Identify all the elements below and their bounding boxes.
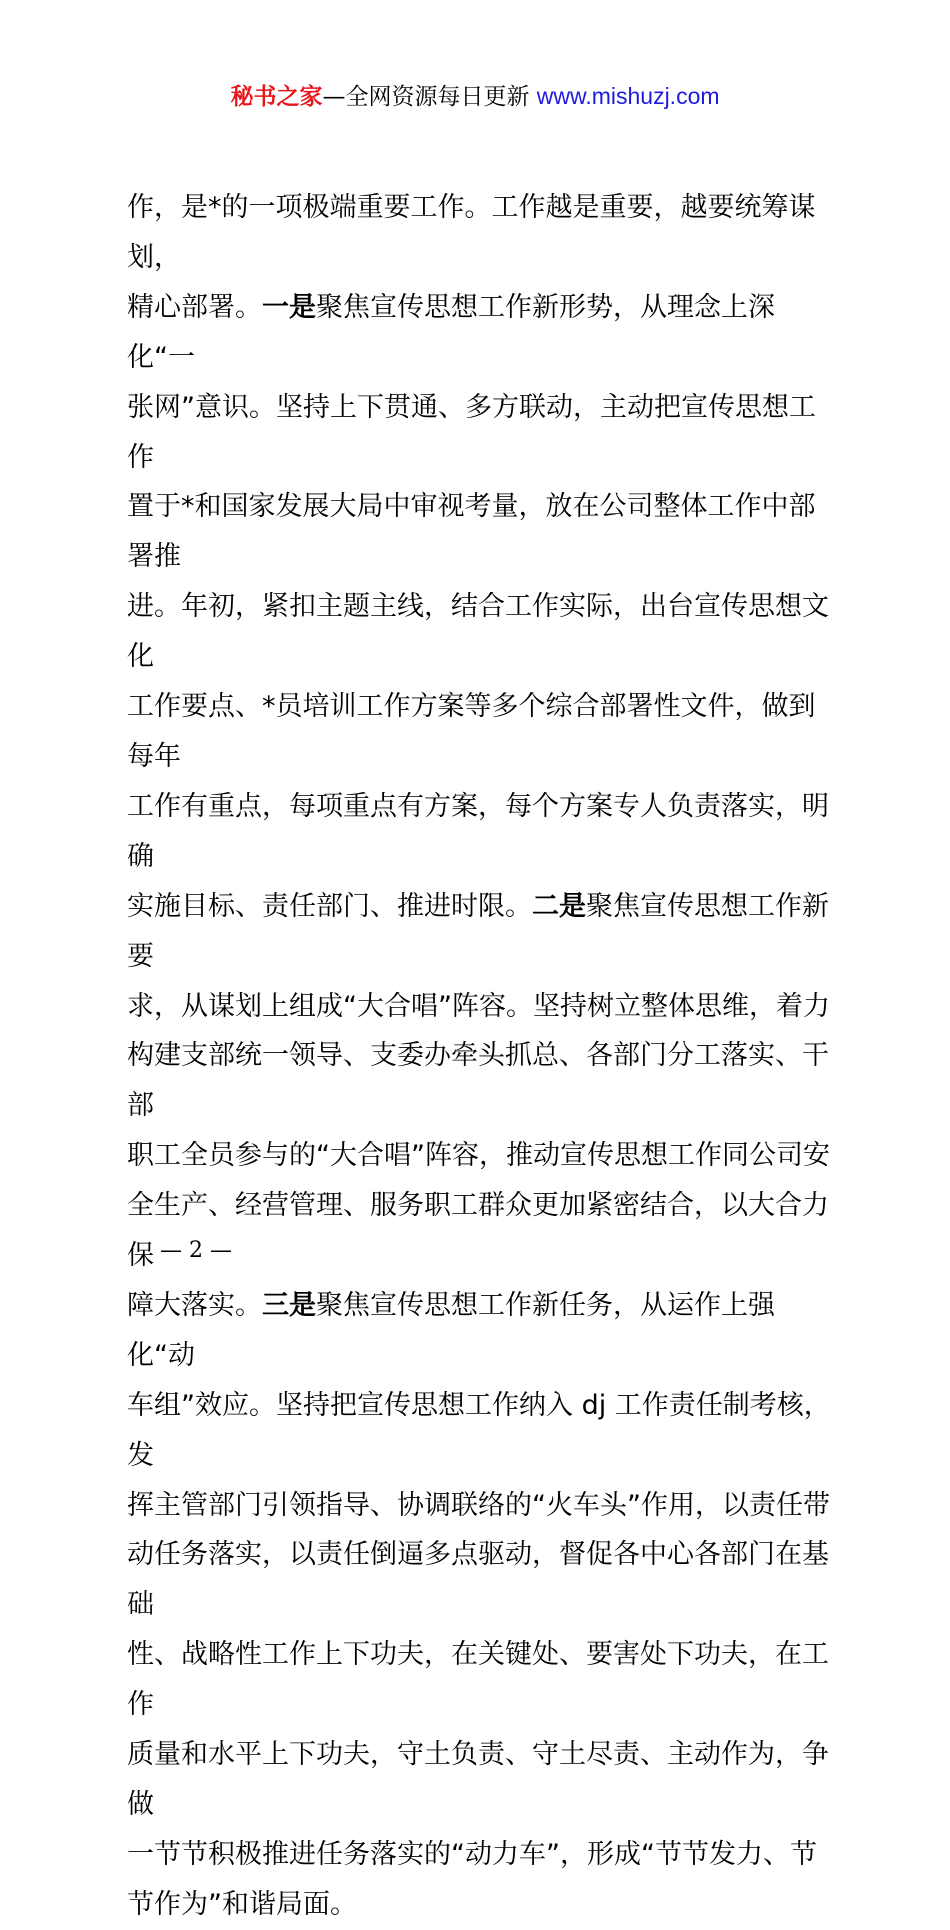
- body-paragraph: [127, 183, 837, 1930]
- point-two-text: 聚焦宣传思想工作新要 求，从谋划上组成“大合唱”阵容。坚持树立整体思维，着力 构建支部统一领导、支委办牵头抓总、各部门分工落实、干部 职工全员参与的“大合唱”阵容，推动宣传思想工作同公司安 全生产、经营管理、服务职工群众更加紧密结合，以大合力保 障大落实。: [127, 890, 830, 1321]
- point-one-label: 一是: [262, 291, 316, 323]
- site-url-link[interactable]: www.mishuzj.com: [536, 83, 720, 109]
- site-tagline: —全网资源每日更新: [322, 84, 530, 110]
- site-brand: 秘书之家: [230, 84, 323, 110]
- paragraph-intro: 作，是*的一项极端重要工作。工作越是重要，越要统筹谋划， 精心部署。: [127, 192, 816, 323]
- site-header: [0, 78, 950, 115]
- point-three-text: 聚焦宣传思想工作新任务，从运作上强化“动 车组”效应。坚持把宣传思想工作纳入 dj 工作责任制考核，发 挥主管部门引领指导、协调联络的“火车头”作用，以责任带 动任务落实，以责任倒逼多点驱动，督促各中心各部门在基础 性、战略性工作上下功夫，在关键处、要害处下功夫，在工作 质量和水平上下功夫，守土负责、守土尽责、主动作为，争做 一节节积极推进任务落实的“动力车”，形成“节节发力、节 节作为”和谐局面。: [127, 1289, 831, 1920]
- point-one-text: 聚焦宣传思想工作新形势，从理念上深化“一 张网”意识。坚持上下贯通、多方联动，主动把宣传思想工作 置于*和国家发展大局中审视考量，放在公司整体工作中部署推 进。年初，紧扣主题主线，结合工作实际，出台宣传思想文化 工作要点、*员培训工作方案等多个综合部署性文件，做到每年 工作有重点，每项重点有方案，每个方案专人负责落实，明确 实施目标、责任部门、推进时限。: [127, 291, 829, 922]
- point-two-label: 二是: [532, 890, 586, 922]
- page-number: — 2 —: [160, 1238, 232, 1263]
- point-three-label: 三是: [262, 1289, 316, 1321]
